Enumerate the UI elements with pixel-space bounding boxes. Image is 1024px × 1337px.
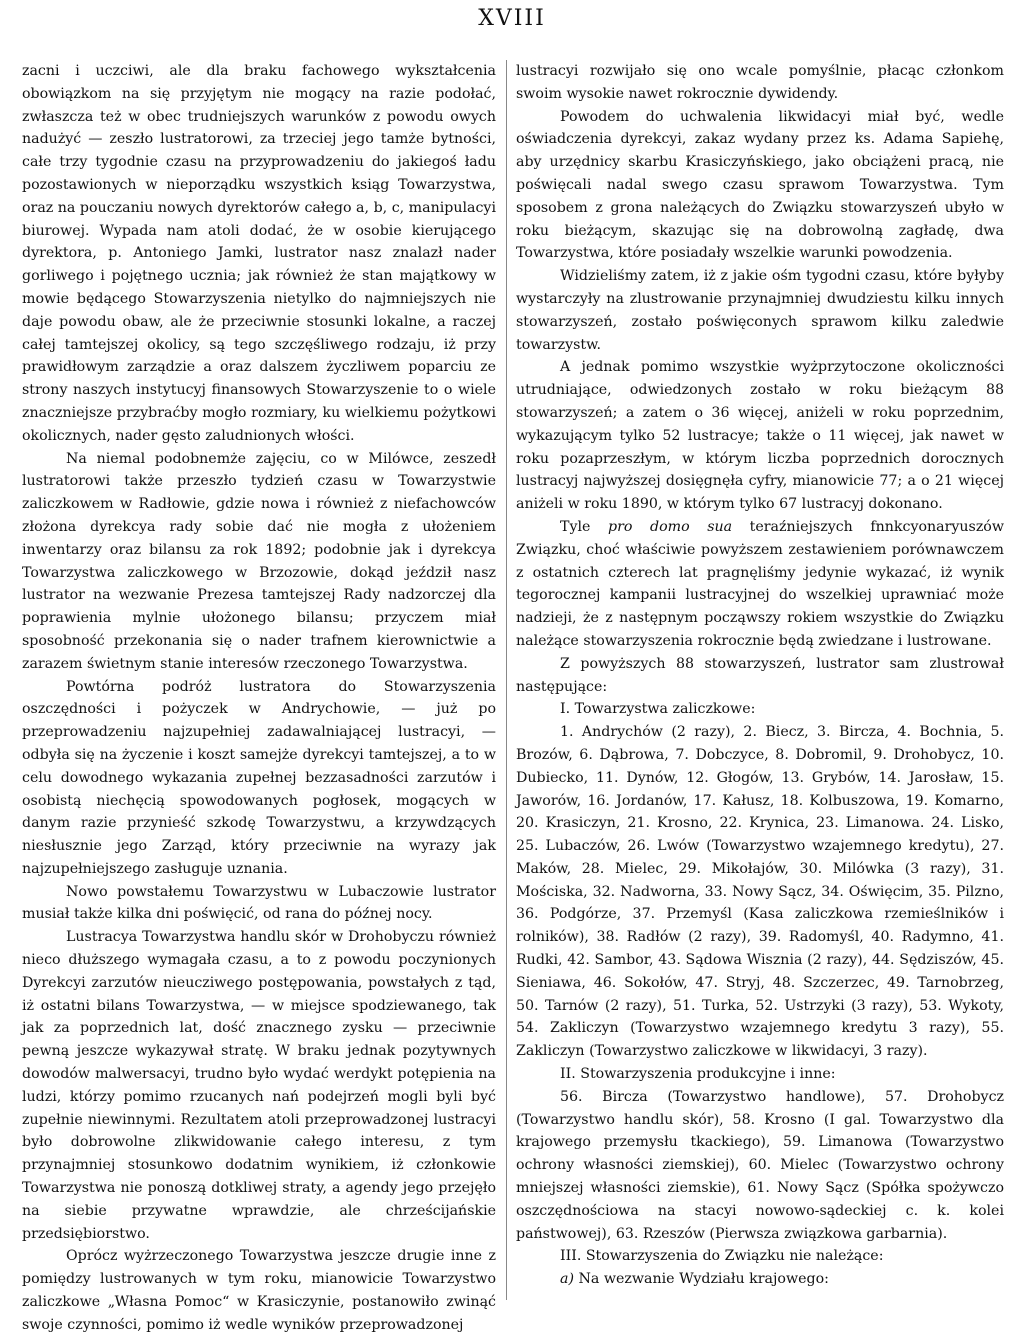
paragraph: Z powyższych 88 stowarzyszeń, lustrator sam zlustrował następujące:: [516, 655, 1004, 695]
paragraph: Lustracya Towarzystwa handlu skór w Drohobyczu również nieco dłuższego wymagała czasu, a to z powodu poczynionych Dyrekcyi zarzutów nieucziwego postępowania, powstałych z tąd, iż ostatni bilans Towarzystwa, — w miejsce spodziewanego, tak jak za poprzednich lat, dość znacznego zysku — przeciwnie pewną jeszcze wykazywał stratę. W braku jednak pozytywnych dowodów malwersacyi, trudno było wydać werdykt potępienia na ludzi, którzy pomimo rzucanych nań podejrzeń mogli byli być zupełnie niewinnymi. Rezultatem atoli przeprowadzonej lustracyi było dobrowolne zlikwidowanie całego interesu, z tym przynajmniej stosunkowo dodatnim wynikiem, iż członkowie Towarzystwa nie ponoszą dotkliwej straty, a agendy jego przejęło na siebie przywatne wprawdzie, ale chrześcijańskie przedsiębiorstwo.: [22, 929, 496, 1242]
paragraph: [516, 516, 1004, 653]
paragraph: I. Towarzystwa zaliczkowe:: [560, 701, 756, 718]
paragraph: Nowo powstałemu Towarzystwu w Lubaczowie lustrator musiał także kilka dni poświęcić, od rana do późnej nocy.: [22, 883, 496, 923]
left-column: [22, 60, 496, 1337]
column-divider: [506, 60, 507, 1300]
paragraph: III. Stowarzyszenia do Związku nie należące:: [560, 1248, 884, 1265]
italic-phrase: pro domo sua: [608, 518, 733, 535]
paragraph: 56. Bircza (Towarzystwo handlowe), 57. Drohobycz (Towarzystwo handlu skór), 58. Krosno (I gal. Towarzystwo dla krajowego przemysłu tkackiego), 59. Limanowa (Towarzystwo ochrony własności ziemskiej), 60. Mielec (Towarzystwo ochrony mniejszej własności ziemskie), 61. Nowy Sącz (Spółka spożywczo oszczędnościowa na stacyi nowowo-sądeckiej c. k. kolei państwowej), 63. Rzeszów (Pierwsza związkowa garbarnia).: [516, 1088, 1004, 1242]
text-segment: Na wezwanie Wydziału krajowego:: [574, 1271, 829, 1288]
text-segment: teraźniejszych fnnkcyonaryuszów Związku, choć właściwie powyższem zestawieniem porównawczem z ostatnich czterech lat pragnęliśmy jedynie wykazać, iż wynik tegorocznej kampanii lustracyjnej do wszelkiej uprawniać może nadzieji, że z następnym począwszy rokiem wszystkie do Związku należące stowarzyszenia rokrocznie będą zwiedzane i lustrowane.: [516, 518, 1004, 649]
paragraph: Widzieliśmy zatem, iż z jakie ośm tygodni czasu, które byłyby wystarczyły na zlustrowanie przynajmniej dwudziestu kilku innych stowarzyszeń, zostało poświęconych sprawom kilku zaledwie towarzystw.: [516, 268, 1004, 353]
page-number: XVIII: [478, 6, 546, 31]
list-label: a): [560, 1271, 574, 1288]
paragraph: 1. Andrychów (2 razy), 2. Biecz, 3. Bircza, 4. Bochnia, 5. Brozów, 6. Dąbrowa, 7. Dobczyce, 8. Dobromil, 9. Drohobycz, 10. Dubiecko, 11. Dynów, 12. Głogów, 13. Grybów, 14. Jarosław, 15. Jaworów, 16. Jordanów, 17. Kałusz, 18. Kolbuszowa, 19. Komarno, 20. Krasiczyn, 21. Krosno, 22. Krynica, 23. Limanowa. 24. Lisko, 25. Lubaczów, 26. Lwów (Towarzystwo wzajemnego kredytu), 27. Maków, 28. Mielec, 29. Mikołajów, 30. Milówka (3 razy), 31. Mościska, 32. Nadworna, 33. Nowy Sącz, 34. Oświęcim, 35. Pilzno, 36. Podgórze, 37. Przemyśl (Kasa zaliczkowa rzemieślników i rolników), 38. Radłów (2 razy), 39. Radomyśl, 40. Radymno, 41. Rudki, 42. Sambor, 43. Sądowa Wisznia (2 razy), 44. Sędziszów, 45. Sieniawa, 46. Sokołów, 47. Stryj, 48. Szczerzec, 49. Tarnobrzeg, 50. Tarnów (2 razy), 51. Turka, 52. Ustrzyki (3 razy), 53. Wykoty, 54. Zakliczyn (Towarzystwo wzajemnego kredytu 3 razy), 55. Zakliczyn (Towarzystwo zaliczkowe w likwidacyi, 3 razy).: [516, 724, 1004, 1060]
paragraph: Na niemal podobnemże zajęciu, co w Milówce, zeszedł lustratorowi także przeszło tydzień czasu w Towarzystwie zaliczkowem w Radłowie, gdzie nowa i również z niefachowców złożona dyrekcya rady sobie dać nie mogła z ułożeniem inwentarzy oraz bilansu za rok 1892; podobnie jak i dyrekcya Towarzystwa zaliczkowego w Brzozowie, dokąd jeździł nasz lustrator na wezwanie Prezesa tamtejszej Rady nadzorczej dla poprawienia mylnie ułożonego bilansu; przyczem miał sposobność przekonania się o nader trafnem kierownictwie a zarazem świetnym stanie interesów rzeczonego Towarzystwa.: [22, 450, 496, 672]
text-segment: Tyle: [560, 518, 608, 535]
paragraph: zacni i uczciwi, ale dla braku fachowego wykształcenia obowiązkom na się przyjętym nie mogący na razie podołać, zwłaszcza też w obec trudniejszych warunków z powodu owych nadużyć — zeszło lustratorowi, za trzeciej jego tamże bytności, całe trzy tygodnie czasu na przyprowadzeniu do jakiegoś ładu pozostawionych w nieporządku wszystkich ksiąg Towarzystwa, oraz na pouczaniu nowych dyrektorów całego a, b, c, manipulacyi biurowej. Wypada nam atoli dodać, że w osobie kierującego dyrektora, p. Antoniego Jamki, lustrator nasz znalazł nader gorliwego i pojętnego ucznia; jak również że stan majątkowy w mowie będącego Stowarzyszenia nietylko do najmniejszych nie daje powodu obaw, ale że przeciwnie stosunki lokalne, a raczej całej tamtejszej okolicy, są tego szczęśliwego rodzaju, iż przy prawidłowym zarządzie a oraz dalszem życzliwem poparciu ze strony naszych instytucyj finansowych Stowarzyszenie to o wiele znaczniejsze przybraćby mogło rozmiary, ku wielkiemu pożytkowi okolicznych, nader gęsto zaludnionych włości.: [22, 63, 496, 444]
paragraph: Oprócz wyżrzeczonego Towarzystwa jeszcze drugie inne z pomiędzy lustrowanych w tym roku, mianowicie Towarzystwo zaliczkowe „Własna Pomoc“ w Krasiczynie, postanowiło zwinąć swoje czynności, pomimo iż wedle wyników przeprowadzonej: [22, 1248, 496, 1333]
right-column: [516, 60, 1004, 1291]
paragraph: II. Stowarzyszenia produkcyjne i inne:: [560, 1066, 836, 1083]
paragraph: [516, 1268, 1004, 1291]
paragraph: Powtórna podróż lustratora do Stowarzyszenia oszczędności i pożyczek w Andrychowie, — już po przeprowadzeniu najzupełniej zadawalniającej lustracyi, — odbyła się na życzenie i koszt samejże dyrekcyi tamtejszej, a to w celu dowodnego wykazania zupełnej bezzasadności zarzutów i osobistą niechęcią spowodowanych pogłosek, mogących w danym razie przynieść szkodę Towarzystwu, a krzywdzących niesłusznie jego Zarząd, który przeciwnie na wyrazy jak najzupełniejszego zasługuje uznania.: [22, 678, 496, 877]
paragraph: lustracyi rozwijało się ono wcale pomyślnie, płacąc członkom swoim wysokie nawet rokrocznie dywidendy.: [516, 63, 1004, 102]
paragraph: A jednak pomimo wszystkie wyżprzytoczone okoliczności utrudniające, odwiedzonych zostało w roku bieżącym 88 stowarzyszeń; a zatem o 36 więcej, aniżeli w roku poprzednim, wykazującym tylko 52 lustracye; także o 11 więcej, jak nawet w roku pozaprzeszłym, w którym liczba poprzednich dorocznych lustracyj najwyższej dosięgnęła cyfry, mianowicie 77; a o 21 więcej aniżeli w roku 1890, w którym tylko 67 lustracyj dokonano.: [516, 359, 1004, 513]
paragraph: Powodem do uchwalenia likwidacyi miał być, wedle oświadczenia dyrekcyi, zakaz wydany przez ks. Adama Sapiehę, aby urzędnicy skarbu Krasiczyńskiego, jako obciążeni pracą, nie poświęcali nadal swego czasu sprawom Towarzystwa. Tym sposobem z grona należących do Związku stowarzyszeń ubyło w roku bieżącym, skazując się na dobrowolną zagładę, dwa Towarzystwa, które posiadały wszelkie warunki powodzenia.: [516, 108, 1004, 262]
